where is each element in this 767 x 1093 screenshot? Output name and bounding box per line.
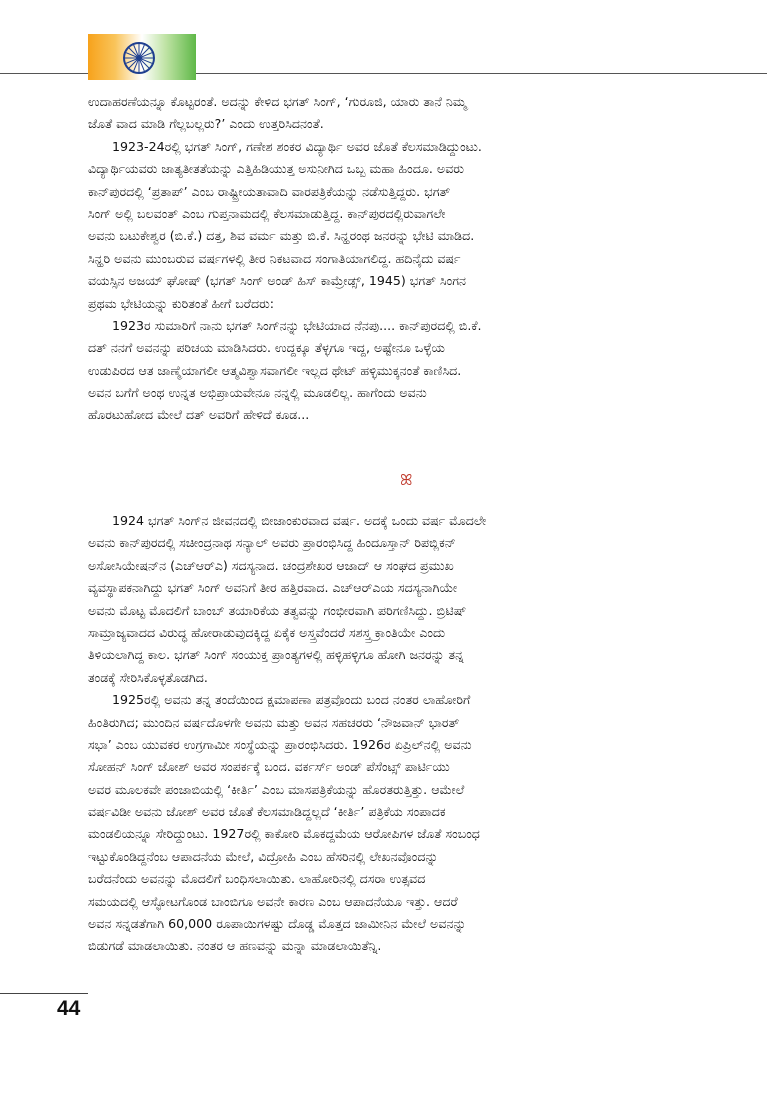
text-line: ಅವನು ಬಟುಕೇಶ್ವರ (ಬಿ.ಕೆ.) ದತ್ತ, ಶಿವ ವರ್ಮ ಮತ್ತು ಬಿ.ಕೆ. ಸಿನ್ಹರಂಥ ಜನರನ್ನು ಭೇಟಿ ಮಾಡಿದ.: [88, 228, 475, 244]
text-line: ಸಭಾ’ ಎಂಬ ಯುವಕರ ಉಗ್ರಗಾಮೀ ಸಂಸ್ಥೆಯನ್ನು ಪ್ರಾರಂಭಿಸಿದರು. 1926ರ ಏಪ್ರಿಲ್‌ನಲ್ಲಿ ಅವನು: [88, 736, 472, 752]
text-line: ಜೊತೆ ವಾದ ಮಾಡಿ ಗೆಲ್ಲಬಲ್ಲರು?’ ಎಂದು ಉತ್ತರಿಸಿದನಂತೆ.: [88, 116, 324, 132]
text-line: ಅವರ ಮೂಲಕವೇ ಪಂಜಾಬಿಯಲ್ಲಿ ‘ಕೀರ್ತಿ’ ಎಂಬ ಮಾಸಪತ್ರಿಕೆಯನ್ನು ಹೊರತರುತ್ತಿತ್ತು. ಆಮೇಲೆ: [88, 781, 465, 797]
text-line: ಸಿಂಗ್ ಅಲ್ಲಿ ಬಲವಂತ್ ಎಂಬ ಗುಪ್ತನಾಮದಲ್ಲಿ ಕೆಲಸಮಾಡುತ್ತಿದ್ದ. ಕಾನ್‌ಪುರದಲ್ಲಿರುವಾಗಲೇ: [88, 205, 446, 221]
text-line: ತಂಡಕ್ಕೆ ಸೇರಿಸಿಕೊಳ್ಳತೊಡಗಿದ.: [88, 669, 208, 685]
text-line: ವಿದ್ಯಾರ್ಥಿಯವರು ಜಾತ್ಯತೀತತೆಯನ್ನು ಎತ್ತಿಹಿಡಿಯುತ್ತ ಅಸುನೀಗಿದ ಒಬ್ಬ ಮಹಾ ಹಿಂದೂ. ಅವರು: [88, 161, 464, 177]
quote-line: ದತ್ ನನಗೆ ಅವನನ್ನು ಪರಿಚಯ ಮಾಡಿಸಿದರು. ಉದ್ದಕ್ಕೂ ತೆಳ್ಳಗೂ ಇದ್ದ, ಅಷ್ಟೇನೂ ಒಳ್ಳೆಯ: [88, 340, 445, 356]
section-divider-ornament: ꕤ: [400, 471, 413, 489]
text-line: ಬರೆದನೆಂದು ಅವನನ್ನು ಮೊದಲಿಗೆ ಬಂಧಿಸಲಾಯಿತು. ಲಾಹೋರಿನಲ್ಲಿ ದಸರಾ ಉತ್ಸವದ: [88, 871, 426, 887]
quote-line: ಹೊರಟುಹೋದ ಮೇಲೆ ದತ್ ಅವರಿಗೆ ಹೇಳಿದೆ ಕೂಡ...: [88, 407, 310, 423]
body-text-section-2: [88, 510, 700, 958]
footer-rule: [0, 993, 88, 994]
text-line: ವರ್ಷವಿಡೀ ಅವನು ಜೋಶ್ ಅವರ ಜೊತೆ ಕೆಲಸಮಾಡಿದ್ದಲ್ಲದೆ ‘ಕೀರ್ತಿ’ ಪತ್ರಿಕೆಯ ಸಂಪಾದಕ: [88, 804, 446, 820]
text-line: ಮಂಡಲಿಯನ್ನೂ ಸೇರಿದ್ದುಂಟು. 1927ರಲ್ಲಿ ಕಾಕೋರಿ ಮೊಕದ್ದಮೆಯ ಆರೋಪಿಗಳ ಜೊತೆ ಸಂಬಂಧ: [88, 826, 480, 842]
quote-line: ಉಡುಪಿರದ ಆತ ಜಾಣ್ಮೆಯಾಗಲೀ ಆತ್ಮವಿಶ್ವಾಸವಾಗಲೀ ಇಲ್ಲದ ಥೇಟ್ ಹಳ್ಳಿಮುಕ್ಕನಂತೆ ಕಾಣಿಸಿದ.: [88, 362, 462, 378]
text-line: 1923-24ರಲ್ಲಿ ಭಗತ್ ಸಿಂಗ್, ಗಣೇಶ ಶಂಕರ ವಿದ್ಯಾರ್ಥಿ ಅವರ ಜೊತೆ ಕೆಲಸಮಾಡಿದ್ದುಂಟು.: [112, 138, 482, 154]
text-line: ತಿಳಿಯಲಾಗಿದ್ದ ಕಾಲ. ಭಗತ್ ಸಿಂಗ್ ಸಂಯುಕ್ತ ಪ್ರಾಂತ್ಯಗಳಲ್ಲಿ ಹಳ್ಳಿಹಳ್ಳಿಗೂ ಹೋಗಿ ಜನರನ್ನು ತನ್ನ: [88, 647, 464, 663]
text-line: ಸಿನ್ಹರಿ ಅವನು ಮುಂಬರುವ ವರ್ಷಗಳಲ್ಲಿ ತೀರ ನಿಕಟವಾದ ಸಂಗಾತಿಯಾಗಲಿದ್ದ. ಹದಿನೈದು ವರ್ಷ: [88, 250, 461, 266]
text-line: 1925ರಲ್ಲಿ ಅವನು ತನ್ನ ತಂದೆಯಿಂದ ಕ್ಷಮಾಪಣಾ ಪತ್ರವೊಂದು ಬಂದ ನಂತರ ಲಾಹೋರಿಗೆ: [112, 692, 471, 708]
text-line: ವಯಸ್ಸಿನ ಅಜಯ್ ಘೋಷ್ (ಭಗತ್ ಸಿಂಗ್ ಅಂಡ್ ಹಿಸ್ ಕಾಮ್ರೇಡ್ಸ್, 1945) ಭಗತ್ ಸಿಂಗನ: [88, 273, 467, 289]
page-number: 44: [57, 997, 81, 1020]
text-line: ಕಾನ್‌ಪುರದಲ್ಲಿ ‘ಪ್ರತಾಪ್’ ಎಂಬ ರಾಷ್ಟ್ರೀಯತಾವಾದಿ ವಾರಪತ್ರಿಕೆಯನ್ನು ನಡೆಸುತ್ತಿದ್ದರು. ಭಗತ್: [88, 183, 451, 199]
text-line: ಅವನು ಕಾನ್‌ಪುರದಲ್ಲಿ ಸಚೀಂದ್ರನಾಥ ಸನ್ಯಾಲ್ ಅವರು ಪ್ರಾರಂಭಿಸಿದ್ದ ಹಿಂದೂಸ್ತಾನ್ ರಿಪಬ್ಲಿಕನ್: [88, 535, 456, 551]
text-line: ಪ್ರಥಮ ಭೇಟಿಯನ್ನು ಕುರಿತಂತೆ ಹೀಗೆ ಬರೆದರು:: [88, 295, 274, 311]
header-left-rule: [0, 73, 88, 74]
text-line: ಸಾಮ್ರಾಜ್ಯವಾದದ ವಿರುದ್ಧ ಹೋರಾಡುವುದಕ್ಕಿದ್ದ ಏಕೈಕ ಅಸ್ತ್ರವೆಂದರೆ ಸಶಸ್ತ್ರ ಕ್ರಾಂತಿಯೇ ಎಂದು: [88, 624, 446, 640]
text-line: ವ್ಯವಸ್ಥಾಪಕನಾಗಿದ್ದು ಭಗತ್ ಸಿಂಗ್ ಅವನಿಗೆ ತೀರ ಹತ್ತಿರವಾದ. ಎಚ್‌ಆರ್‌ಎಯ ಸದಸ್ಯನಾಗಿಯೇ: [88, 580, 458, 596]
body-text-section-1: [88, 91, 700, 427]
ashoka-chakra-icon: [122, 41, 156, 75]
text-line: ಸೋಹನ್ ಸಿಂಗ್ ಜೋಶ್ ಅವರ ಸಂಪರ್ಕಕ್ಕೆ ಬಂದ. ವರ್ಕರ್ಸ್ ಅಂಡ್ ಪೆಸೆಂಟ್ಸ್ ಪಾರ್ಟಿಯು: [88, 759, 450, 775]
text-line: ಅವನ ಸನ್ನಡತೆಗಾಗಿ 60,000 ರೂಪಾಯಿಗಳಷ್ಟು ದೊಡ್ಡ ಮೊತ್ತದ ಜಾಮೀನಿನ ಮೇಲೆ ಅವನನ್ನು: [88, 916, 467, 932]
text-line: ಅಸೋಸಿಯೇಷನ್‌ನ (ಎಚ್‌ಆರ್‌ಎ) ಸದಸ್ಯನಾದ. ಚಂದ್ರಶೇಖರ ಆಜಾದ್ ಆ ಸಂಘದ ಪ್ರಮುಖ: [88, 557, 454, 573]
text-line: ಅವನು ಮೊಟ್ಟ ಮೊದಲಿಗೆ ಬಾಂಬ್ ತಯಾರಿಕೆಯ ತತ್ವವನ್ನು ಗಂಭೀರವಾಗಿ ಪರಿಗಣಿಸಿದ್ದು. ಬ್ರಿಟಿಷ್: [88, 602, 467, 618]
header-rule: [196, 73, 767, 74]
text-line: 1924 ಭಗತ್ ಸಿಂಗ್‌ನ ಜೀವನದಲ್ಲಿ ಬೀಜಾಂಕುರವಾದ ವರ್ಷ. ಅದಕ್ಕೆ ಒಂದು ವರ್ಷ ಮೊದಲೇ: [112, 513, 487, 528]
text-line: ಬಿಡುಗಡೆ ಮಾಡಲಾಯಿತು. ನಂತರ ಆ ಹಣವನ್ನು ಮನ್ನಾ ಮಾಡಲಾಯಿತೆನ್ನಿ.: [88, 938, 382, 954]
text-line: ಸಮಯದಲ್ಲಿ ಆಸ್ಫೋಟಗೊಂಡ ಬಾಂಬಿಗೂ ಅವನೇ ಕಾರಣ ಎಂಬ ಆಪಾದನೆಯೂ ಇತ್ತು. ಆದರೆ: [88, 893, 458, 909]
text-line: ಉದಾಹರಣೆಯನ್ನೂ ಕೊಟ್ಟರಂತೆ. ಅದನ್ನು ಕೇಳಿದ ಭಗತ್ ಸಿಂಗ್, ‘ಗುರೂಜಿ, ಯಾರು ತಾನೆ ನಿಮ್ಮ: [88, 94, 467, 109]
text-line: ಇಟ್ಟುಕೊಂಡಿದ್ದನೆಂಬ ಆಪಾದನೆಯ ಮೇಲೆ, ವಿದ್ರೋಹಿ ಎಂಬ ಹೆಸರಿನಲ್ಲಿ ಲೇಖನವೊಂದನ್ನು: [88, 848, 439, 864]
quote-line: 1923ರ ಸುಮಾರಿಗೆ ನಾನು ಭಗತ್ ಸಿಂಗ್‌ನನ್ನು ಭೇಟಿಯಾದ ನೆನಪು.... ಕಾನ್‌ಪುರದಲ್ಲಿ ಬಿ.ಕೆ.: [112, 317, 482, 333]
text-line: ಹಿಂತಿರುಗಿದ; ಮುಂದಿನ ವರ್ಷದೊಳಗೇ ಅವನು ಮತ್ತು ಅವನ ಸಹಚರರು ‘ನೌಜವಾನ್ ಭಾರತ್: [88, 714, 460, 730]
quote-line: ಅವನ ಬಗೆಗೆ ಅಂಥ ಉನ್ನತ ಅಭಿಪ್ರಾಯವೇನೂ ನನ್ನಲ್ಲಿ ಮೂಡಲಿಲ್ಲ. ಹಾಗೆಂದು ಅವನು: [88, 385, 427, 401]
